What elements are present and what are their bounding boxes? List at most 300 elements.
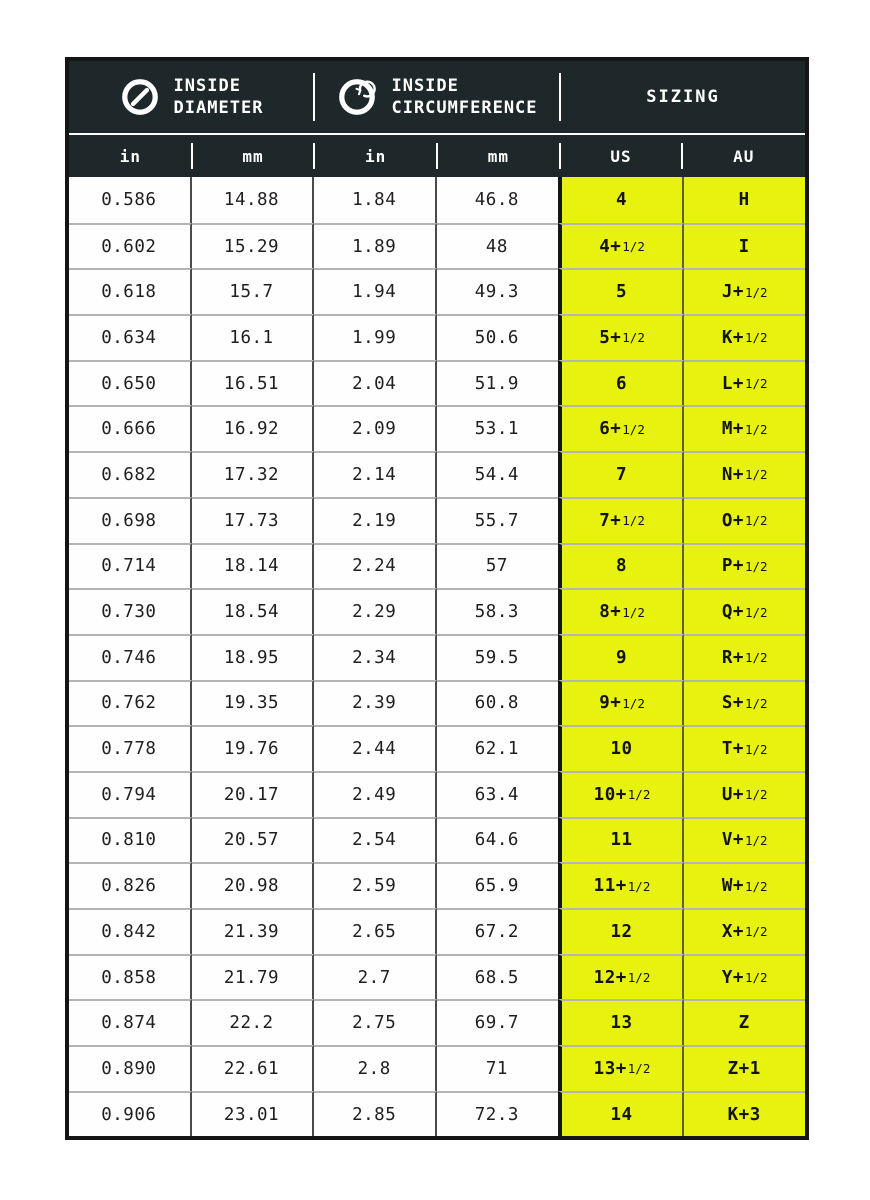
table-row	[69, 451, 805, 497]
cell-value: 2.14	[352, 464, 397, 485]
table-row	[69, 268, 805, 314]
cell-au-size	[684, 360, 805, 406]
header-group-label-line: INSIDE	[391, 75, 459, 96]
cell-circumference-in	[314, 588, 437, 634]
cell-circumference-mm	[437, 314, 558, 360]
cell-fraction: 1/2	[622, 695, 645, 711]
cell-value: 68.5	[474, 967, 519, 988]
cell-us-size	[558, 223, 685, 269]
cell-circumference-mm	[437, 634, 558, 680]
cell-value: 0.618	[101, 282, 157, 303]
cell-circumference-mm	[437, 1045, 558, 1091]
cell-value: 1.84	[352, 189, 397, 210]
cell-value: 1.94	[352, 282, 397, 303]
cell-value: 58.3	[474, 602, 519, 623]
cell-value: 46.8	[474, 189, 519, 210]
cell-value: 2.29	[352, 602, 397, 623]
cell-value: 71	[485, 1058, 508, 1079]
cell-value: 20.17	[223, 784, 280, 805]
table-row	[69, 1045, 805, 1091]
cell-value: Q+	[721, 602, 744, 623]
cell-value: 0.858	[101, 967, 157, 988]
cell-value: 60.8	[474, 693, 519, 714]
cell-diameter-in	[69, 543, 192, 589]
cell-diameter-in	[69, 497, 192, 543]
cell-circumference-mm	[437, 543, 558, 589]
table-row	[69, 634, 805, 680]
cell-au-size	[684, 405, 805, 451]
cell-value: 12+	[593, 967, 627, 988]
cell-value: 14.88	[223, 189, 280, 210]
table-row	[69, 999, 805, 1045]
cell-value: 20.98	[223, 876, 280, 897]
cell-circumference-in	[314, 908, 437, 954]
header-group-label-line: INSIDE	[173, 75, 241, 96]
cell-value: H	[738, 189, 750, 210]
cell-value: 72.3	[474, 1104, 519, 1125]
cell-us-size	[558, 314, 685, 360]
cell-value: 55.7	[474, 510, 519, 531]
cell-value: 17.32	[223, 464, 280, 485]
cell-value: 14	[610, 1104, 633, 1125]
cell-value: 0.826	[101, 876, 157, 897]
cell-value: 50.6	[474, 327, 519, 348]
cell-value: K+3	[727, 1104, 761, 1125]
cell-value: 16.1	[229, 327, 274, 348]
column-header-diameter-mm: mm	[192, 135, 315, 177]
cell-diameter-in	[69, 817, 192, 863]
cell-fraction: 1/2	[744, 970, 768, 986]
cell-value: 9	[616, 647, 628, 668]
cell-value: 16.51	[223, 373, 280, 394]
cell-circumference-mm	[437, 908, 558, 954]
cell-value: 0.682	[101, 464, 157, 485]
ring-size-chart	[65, 57, 809, 1140]
cell-value: 67.2	[474, 921, 519, 942]
cell-circumference-mm	[437, 954, 558, 1000]
cell-diameter-in	[69, 1091, 192, 1137]
cell-us-size	[558, 954, 685, 1000]
table-row	[69, 908, 805, 954]
cell-us-size	[558, 817, 685, 863]
cell-diameter-in	[69, 999, 192, 1045]
cell-au-size	[684, 1091, 805, 1137]
cell-value: 0.586	[101, 189, 157, 210]
table-row	[69, 954, 805, 1000]
cell-value: 0.762	[101, 693, 157, 714]
table-row	[69, 771, 805, 817]
cell-au-size	[684, 999, 805, 1045]
cell-value: 6	[616, 373, 628, 394]
cell-value: 2.49	[352, 784, 397, 805]
cell-circumference-in	[314, 360, 437, 406]
cell-diameter-mm	[192, 1045, 315, 1091]
cell-fraction: 1/2	[622, 330, 645, 346]
cell-diameter-mm	[192, 451, 315, 497]
cell-diameter-mm	[192, 634, 315, 680]
cell-circumference-mm	[437, 771, 558, 817]
cell-diameter-mm	[192, 268, 315, 314]
cell-circumference-in	[314, 314, 437, 360]
cell-value: 48	[485, 236, 508, 257]
cell-value: S+	[721, 693, 744, 714]
cell-us-size	[558, 268, 685, 314]
cell-value: 1.99	[352, 327, 397, 348]
cell-value: 0.634	[101, 327, 157, 348]
table-body	[69, 177, 805, 1136]
cell-value: 15.7	[229, 282, 274, 303]
cell-value: 0.794	[101, 784, 157, 805]
cell-circumference-mm	[437, 862, 558, 908]
cell-value: P+	[721, 556, 744, 577]
cell-diameter-in	[69, 680, 192, 726]
cell-value: 7	[616, 464, 628, 485]
cell-diameter-mm	[192, 954, 315, 1000]
cell-circumference-mm	[437, 999, 558, 1045]
cell-value: 18.14	[223, 556, 280, 577]
cell-value: 57	[485, 556, 508, 577]
cell-circumference-in	[314, 497, 437, 543]
cell-diameter-mm	[192, 817, 315, 863]
cell-value: 0.890	[101, 1058, 157, 1079]
cell-value: 16.92	[223, 419, 280, 440]
cell-circumference-in	[314, 1091, 437, 1137]
cell-us-size	[558, 177, 685, 223]
cell-fraction: 1/2	[744, 376, 768, 392]
cell-value: 21.79	[223, 967, 280, 988]
cell-circumference-in	[314, 177, 437, 223]
cell-fraction: 1/2	[744, 878, 768, 894]
cell-diameter-in	[69, 177, 192, 223]
cell-value: 17.73	[223, 510, 280, 531]
table-row	[69, 405, 805, 451]
cell-diameter-mm	[192, 177, 315, 223]
cell-value: 15.29	[223, 236, 280, 257]
cell-value: 2.85	[352, 1104, 397, 1125]
cell-au-size	[684, 1045, 805, 1091]
column-header-diameter-in: in	[69, 135, 192, 177]
cell-diameter-in	[69, 314, 192, 360]
cell-value: 2.39	[352, 693, 397, 714]
cell-diameter-mm	[192, 862, 315, 908]
cell-value: 0.730	[101, 602, 157, 623]
cell-circumference-in	[314, 725, 437, 771]
cell-circumference-mm	[437, 1091, 558, 1137]
header-group-label	[174, 75, 264, 120]
cell-value: Z+1	[727, 1058, 761, 1079]
cell-diameter-mm	[192, 725, 315, 771]
cell-value: 2.75	[352, 1013, 397, 1034]
cell-value: W+	[721, 876, 744, 897]
cell-au-size	[684, 451, 805, 497]
cell-value: 0.746	[101, 647, 157, 668]
cell-value: N+	[721, 464, 744, 485]
cell-fraction: 1/2	[744, 284, 768, 300]
cell-diameter-in	[69, 1045, 192, 1091]
cell-value: O+	[721, 510, 744, 531]
cell-us-size	[558, 725, 685, 771]
table-row	[69, 680, 805, 726]
cell-diameter-in	[69, 725, 192, 771]
cell-us-size	[558, 451, 685, 497]
cell-fraction: 1/2	[627, 1061, 651, 1077]
cell-circumference-mm	[437, 497, 558, 543]
header-group-label: SIZING	[646, 86, 720, 107]
cell-value: 63.4	[474, 784, 519, 805]
cell-value: 19.76	[223, 739, 280, 760]
cell-circumference-in	[314, 1045, 437, 1091]
cell-diameter-in	[69, 954, 192, 1000]
cell-us-size	[558, 360, 685, 406]
cell-value: 2.04	[352, 373, 397, 394]
cell-us-size	[558, 634, 685, 680]
cell-fraction: 1/2	[744, 924, 768, 940]
cell-value: X+	[721, 921, 744, 942]
cell-diameter-mm	[192, 999, 315, 1045]
cell-fraction: 1/2	[627, 787, 651, 803]
cell-circumference-in	[314, 451, 437, 497]
cell-value: 10+	[593, 784, 627, 805]
cell-value: 2.7	[357, 967, 391, 988]
cell-value: 8+	[599, 602, 622, 623]
cell-value: 19.35	[223, 693, 280, 714]
cell-au-size	[684, 223, 805, 269]
cell-au-size	[684, 817, 805, 863]
header-group-label	[391, 75, 537, 120]
cell-value: 0.650	[101, 373, 157, 394]
cell-circumference-in	[314, 405, 437, 451]
cell-diameter-mm	[192, 680, 315, 726]
table-row	[69, 360, 805, 406]
cell-value: 10	[610, 739, 633, 760]
cell-value: 9+	[599, 693, 622, 714]
cell-value: 23.01	[223, 1104, 280, 1125]
cell-value: M+	[721, 419, 744, 440]
cell-diameter-mm	[192, 405, 315, 451]
cell-value: 2.44	[352, 739, 397, 760]
cell-value: 20.57	[223, 830, 280, 851]
cell-value: 0.714	[101, 556, 157, 577]
table-row	[69, 862, 805, 908]
cell-diameter-in	[69, 451, 192, 497]
cell-circumference-mm	[437, 817, 558, 863]
cell-value: 2.65	[352, 921, 397, 942]
cell-diameter-mm	[192, 908, 315, 954]
cell-au-size	[684, 268, 805, 314]
cell-circumference-in	[314, 954, 437, 1000]
column-header-circumference-mm: mm	[437, 135, 560, 177]
cell-diameter-in	[69, 771, 192, 817]
cell-circumference-mm	[437, 680, 558, 726]
cell-value: 12	[610, 921, 633, 942]
cell-diameter-mm	[192, 588, 315, 634]
cell-fraction: 1/2	[744, 604, 768, 620]
circumference-icon	[336, 76, 378, 118]
column-header-au: AU	[733, 146, 755, 166]
cell-value: V+	[721, 830, 744, 851]
cell-value: 11	[610, 830, 633, 851]
cell-fraction: 1/2	[627, 878, 651, 894]
cell-diameter-in	[69, 908, 192, 954]
cell-value: 11+	[593, 876, 627, 897]
cell-fraction: 1/2	[744, 650, 768, 666]
cell-value: 49.3	[474, 282, 519, 303]
table-row	[69, 588, 805, 634]
cell-value: 1.89	[352, 236, 397, 257]
cell-circumference-mm	[437, 451, 558, 497]
cell-value: L+	[721, 373, 744, 394]
cell-fraction: 1/2	[627, 970, 651, 986]
cell-us-size	[558, 680, 685, 726]
cell-diameter-mm	[192, 771, 315, 817]
cell-circumference-in	[314, 268, 437, 314]
cell-value: 4	[616, 189, 628, 210]
header-group-sizing	[561, 61, 805, 133]
cell-us-size	[558, 543, 685, 589]
cell-value: 54.4	[474, 464, 519, 485]
cell-us-size	[558, 1091, 685, 1137]
cell-value: 53.1	[474, 419, 519, 440]
cell-circumference-mm	[437, 405, 558, 451]
cell-value: 4+	[599, 236, 622, 257]
cell-circumference-in	[314, 999, 437, 1045]
cell-au-size	[684, 497, 805, 543]
cell-circumference-mm	[437, 223, 558, 269]
cell-value: 7+	[599, 510, 622, 531]
cell-diameter-in	[69, 405, 192, 451]
cell-value: 6+	[599, 419, 622, 440]
cell-circumference-in	[314, 680, 437, 726]
diameter-icon	[119, 76, 161, 118]
cell-circumference-in	[314, 817, 437, 863]
cell-value: 5+	[599, 327, 622, 348]
cell-fraction: 1/2	[744, 695, 768, 711]
cell-au-size	[684, 177, 805, 223]
cell-us-size	[558, 1045, 685, 1091]
cell-value: 64.6	[474, 830, 519, 851]
cell-value: 0.810	[101, 830, 157, 851]
cell-value: T+	[721, 739, 744, 760]
cell-diameter-in	[69, 268, 192, 314]
cell-value: 0.874	[101, 1013, 157, 1034]
cell-value: 59.5	[474, 647, 519, 668]
cell-us-size	[558, 405, 685, 451]
cell-fraction: 1/2	[744, 421, 768, 437]
cell-value: 18.54	[223, 602, 280, 623]
cell-value: Y+	[721, 967, 744, 988]
cell-diameter-in	[69, 360, 192, 406]
cell-au-size	[684, 954, 805, 1000]
table-row	[69, 543, 805, 589]
cell-circumference-mm	[437, 588, 558, 634]
cell-circumference-mm	[437, 268, 558, 314]
table-row	[69, 1091, 805, 1137]
cell-us-size	[558, 497, 685, 543]
cell-value: 13	[610, 1013, 633, 1034]
table-row	[69, 223, 805, 269]
cell-circumference-in	[314, 543, 437, 589]
cell-value: 0.906	[101, 1104, 157, 1125]
cell-value: K+	[721, 327, 744, 348]
cell-value: 13+	[593, 1058, 627, 1079]
cell-value: 22.2	[229, 1013, 274, 1034]
cell-us-size	[558, 588, 685, 634]
cell-circumference-in	[314, 862, 437, 908]
cell-diameter-mm	[192, 1091, 315, 1137]
cell-diameter-mm	[192, 543, 315, 589]
cell-us-size	[558, 908, 685, 954]
cell-fraction: 1/2	[622, 239, 645, 255]
cell-au-size	[684, 314, 805, 360]
cell-fraction: 1/2	[744, 787, 768, 803]
cell-circumference-mm	[437, 360, 558, 406]
cell-fraction: 1/2	[622, 513, 645, 529]
cell-diameter-in	[69, 862, 192, 908]
cell-diameter-mm	[192, 497, 315, 543]
cell-fraction: 1/2	[744, 741, 768, 757]
cell-circumference-in	[314, 634, 437, 680]
cell-value: 5	[616, 282, 628, 303]
cell-us-size	[558, 999, 685, 1045]
cell-diameter-mm	[192, 360, 315, 406]
column-header-us: US	[560, 135, 683, 177]
cell-diameter-in	[69, 223, 192, 269]
cell-value: 21.39	[223, 921, 280, 942]
cell-circumference-mm	[437, 177, 558, 223]
cell-value: R+	[721, 647, 744, 668]
cell-value: 0.842	[101, 921, 157, 942]
cell-au-size	[684, 771, 805, 817]
cell-au-size	[684, 908, 805, 954]
table-header	[69, 61, 805, 177]
cell-value: 2.19	[352, 510, 397, 531]
group-header-row	[69, 61, 805, 133]
cell-fraction: 1/2	[622, 421, 645, 437]
cell-diameter-in	[69, 588, 192, 634]
cell-fraction: 1/2	[744, 832, 768, 848]
cell-au-size	[684, 725, 805, 771]
cell-value: 2.59	[352, 876, 397, 897]
cell-value: 2.09	[352, 419, 397, 440]
cell-value: 62.1	[474, 739, 519, 760]
cell-value: 0.698	[101, 510, 157, 531]
cell-value: 8	[616, 556, 628, 577]
cell-circumference-in	[314, 771, 437, 817]
cell-value: 65.9	[474, 876, 519, 897]
cell-value: I	[738, 236, 750, 257]
cell-au-size	[684, 634, 805, 680]
cell-diameter-mm	[192, 223, 315, 269]
cell-au-size	[684, 588, 805, 634]
header-group-inside-diameter	[69, 61, 313, 133]
cell-value: 69.7	[474, 1013, 519, 1034]
cell-value: 18.95	[223, 647, 280, 668]
cell-fraction: 1/2	[744, 330, 768, 346]
header-group-label-line: CIRCUMFERENCE	[391, 98, 538, 118]
cell-au-size	[684, 862, 805, 908]
cell-value: 2.54	[352, 830, 397, 851]
header-group-label-line: DIAMETER	[173, 98, 264, 118]
table-row	[69, 725, 805, 771]
table-row	[69, 177, 805, 223]
table-row	[69, 497, 805, 543]
cell-value: 51.9	[474, 373, 519, 394]
cell-value: 0.778	[101, 739, 157, 760]
cell-au-size	[684, 680, 805, 726]
cell-fraction: 1/2	[744, 558, 768, 574]
cell-value: 0.602	[101, 236, 157, 257]
cell-diameter-mm	[192, 314, 315, 360]
